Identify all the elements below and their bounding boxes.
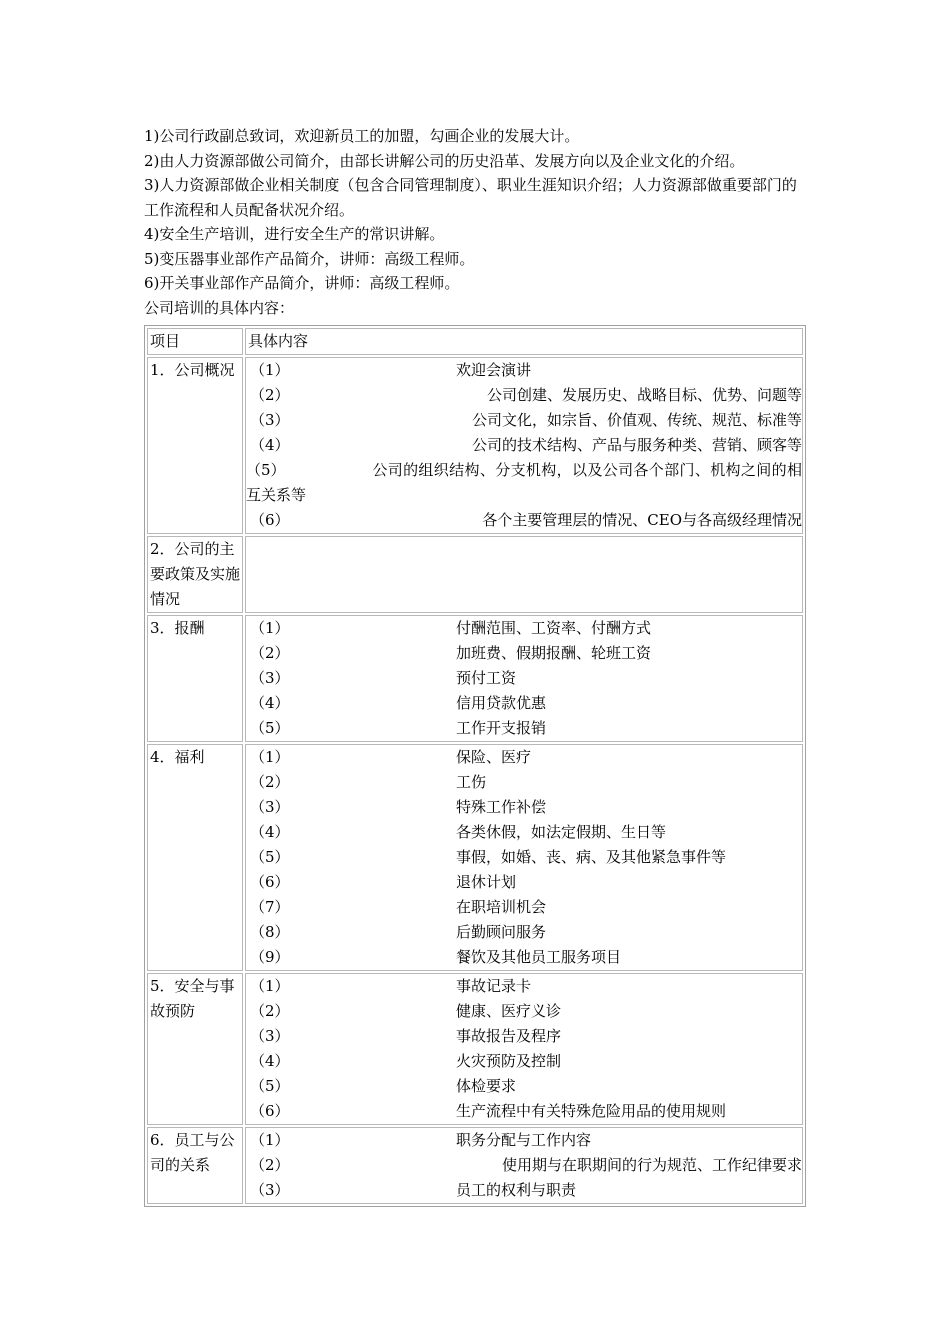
list-item bbox=[246, 745, 802, 770]
intro-caption: 公司培训的具体内容： bbox=[144, 298, 295, 317]
header-content bbox=[245, 328, 803, 355]
item-number: （3） bbox=[250, 411, 290, 429]
item-text: 生产流程中有关特殊危险用品的使用规则 bbox=[456, 1102, 727, 1120]
item-text: 预付工资 bbox=[456, 669, 517, 687]
section-title: 5．安全与事故预防 bbox=[147, 973, 243, 1125]
intro-line-4: 4)安全生产培训，进行安全生产的常识讲解。 bbox=[144, 225, 445, 243]
item-number: （1） bbox=[250, 748, 290, 766]
list-item bbox=[246, 458, 802, 508]
table-row bbox=[147, 615, 803, 742]
list-item bbox=[246, 1049, 802, 1074]
table-row bbox=[147, 357, 803, 534]
item-text: 职务分配与工作内容 bbox=[456, 1131, 592, 1149]
intro-line-1: 1)公司行政副总致词，欢迎新员工的加盟，勾画企业的发展大计。 bbox=[144, 127, 580, 145]
table-row bbox=[147, 536, 803, 613]
list-item bbox=[246, 1153, 802, 1178]
item-number: （3） bbox=[250, 1181, 290, 1199]
item-text: 使用期与在职期间的行为规范、工作纪律要求 bbox=[501, 1156, 802, 1174]
item-number: （5） bbox=[246, 461, 286, 479]
item-number: （9） bbox=[250, 948, 290, 966]
item-text: 事故报告及程序 bbox=[456, 1027, 562, 1045]
item-number: （5） bbox=[250, 719, 290, 737]
section-items bbox=[245, 973, 803, 1125]
item-number: （6） bbox=[250, 1102, 290, 1120]
item-number: （6） bbox=[250, 873, 290, 891]
item-text: 后勤顾问服务 bbox=[456, 923, 547, 941]
item-text: 工作开支报销 bbox=[456, 719, 547, 737]
section-items bbox=[245, 744, 803, 971]
training-content-table bbox=[144, 325, 806, 1207]
item-number: （2） bbox=[250, 1156, 290, 1174]
list-item bbox=[246, 1178, 802, 1203]
item-number: （1） bbox=[250, 977, 290, 995]
item-text: 公司创建、发展历史、战略目标、优势、问题等 bbox=[486, 386, 802, 404]
section-title: 6．员工与公司的关系 bbox=[147, 1127, 243, 1204]
list-item bbox=[246, 433, 802, 458]
item-number: （2） bbox=[250, 1002, 290, 1020]
list-item bbox=[246, 508, 802, 533]
list-item bbox=[246, 974, 802, 999]
list-item bbox=[246, 666, 802, 691]
item-number: （7） bbox=[250, 898, 290, 916]
item-number: （5） bbox=[250, 848, 290, 866]
table-row bbox=[147, 973, 803, 1125]
list-item bbox=[246, 820, 802, 845]
section-items bbox=[245, 615, 803, 742]
header-content-label: 具体内容 bbox=[248, 332, 309, 350]
item-text: 事故记录卡 bbox=[456, 977, 532, 995]
item-text: 特殊工作补偿 bbox=[456, 798, 547, 816]
item-number: （2） bbox=[250, 773, 290, 791]
item-text: 火灾预防及控制 bbox=[456, 1052, 562, 1070]
item-text: 保险、医疗 bbox=[456, 748, 532, 766]
item-number: （4） bbox=[250, 823, 290, 841]
item-text: 退休计划 bbox=[456, 873, 517, 891]
list-item bbox=[246, 895, 802, 920]
list-item bbox=[246, 1074, 802, 1099]
item-text: 餐饮及其他员工服务项目 bbox=[456, 948, 622, 966]
item-text: 在职培训机会 bbox=[456, 898, 547, 916]
item-text: 各个主要管理层的情况、CEO与各高级经理情况 bbox=[482, 511, 802, 529]
section-items bbox=[245, 536, 803, 613]
item-number: （4） bbox=[250, 694, 290, 712]
item-number: （2） bbox=[250, 386, 290, 404]
list-item bbox=[246, 691, 802, 716]
intro-line-5: 5)变压器事业部作产品简介，讲师：高级工程师。 bbox=[144, 249, 475, 268]
list-item bbox=[246, 870, 802, 895]
item-number: （3） bbox=[250, 798, 290, 816]
section-items bbox=[245, 1127, 803, 1204]
table-header-row bbox=[147, 328, 803, 355]
section-title: 1．公司概况 bbox=[147, 357, 243, 534]
intro-line-3: 3)人力资源部做企业相关制度（包含合同管理制度）、职业生涯知识介绍；人力资源部做重要部门的工作流程和人员配备状况介绍。 bbox=[144, 176, 797, 219]
list-item bbox=[246, 1099, 802, 1124]
list-item bbox=[246, 616, 802, 641]
item-text: 公司的组织结构、分支机构，以及公司各个部门、机构之间的相互关系等 bbox=[246, 461, 802, 504]
item-text: 工伤 bbox=[456, 773, 487, 791]
item-text: 欢迎会演讲 bbox=[456, 361, 532, 379]
item-text: 体检要求 bbox=[456, 1077, 517, 1095]
item-number: （1） bbox=[250, 1131, 290, 1149]
list-item bbox=[246, 641, 802, 666]
table-row bbox=[147, 744, 803, 971]
section-title: 4．福利 bbox=[147, 744, 243, 971]
section-title: 3．报酬 bbox=[147, 615, 243, 742]
list-item bbox=[246, 845, 802, 870]
item-number: （4） bbox=[250, 436, 290, 454]
item-text: 健康、医疗义诊 bbox=[456, 1002, 562, 1020]
table-row bbox=[147, 1127, 803, 1204]
intro-line-2: 2)由人力资源部做公司简介，由部长讲解公司的历史沿革、发展方向以及企业文化的介绍。 bbox=[144, 151, 745, 170]
list-item bbox=[246, 920, 802, 945]
item-number: （1） bbox=[250, 361, 290, 379]
item-number: （3） bbox=[250, 1027, 290, 1045]
item-number: （4） bbox=[250, 1052, 290, 1070]
item-number: （8） bbox=[250, 923, 290, 941]
item-number: （6） bbox=[250, 511, 290, 529]
item-number: （1） bbox=[250, 619, 290, 637]
section-items bbox=[245, 357, 803, 534]
item-text: 员工的权利与职责 bbox=[456, 1181, 577, 1199]
list-item bbox=[246, 358, 802, 383]
item-text: 信用贷款优惠 bbox=[456, 694, 547, 712]
item-text: 各类休假，如法定假期、生日等 bbox=[456, 823, 667, 841]
list-item bbox=[246, 999, 802, 1024]
item-text: 付酬范围、工资率、付酬方式 bbox=[456, 619, 652, 637]
header-project: 项目 bbox=[147, 328, 243, 355]
item-number: （3） bbox=[250, 669, 290, 687]
list-item bbox=[246, 408, 802, 433]
section-title: 2．公司的主要政策及实施情况 bbox=[147, 536, 243, 613]
item-text: 公司文化，如宗旨、价值观、传统、规范、标准等 bbox=[471, 411, 802, 429]
list-item bbox=[246, 945, 802, 970]
list-item bbox=[246, 716, 802, 741]
item-number: （2） bbox=[250, 644, 290, 662]
item-text: 公司的技术结构、产品与服务种类、营销、顾客等 bbox=[471, 436, 802, 454]
list-item bbox=[246, 383, 802, 408]
intro-text bbox=[144, 124, 807, 320]
list-item bbox=[246, 770, 802, 795]
item-text: 加班费、假期报酬、轮班工资 bbox=[456, 644, 652, 662]
item-text: 事假，如婚、丧、病、及其他紧急事件等 bbox=[456, 848, 727, 866]
intro-line-6: 6)开关事业部作产品简介，讲师：高级工程师。 bbox=[144, 274, 460, 292]
item-number: （5） bbox=[250, 1077, 290, 1095]
list-item bbox=[246, 1024, 802, 1049]
list-item bbox=[246, 1128, 802, 1153]
list-item bbox=[246, 795, 802, 820]
